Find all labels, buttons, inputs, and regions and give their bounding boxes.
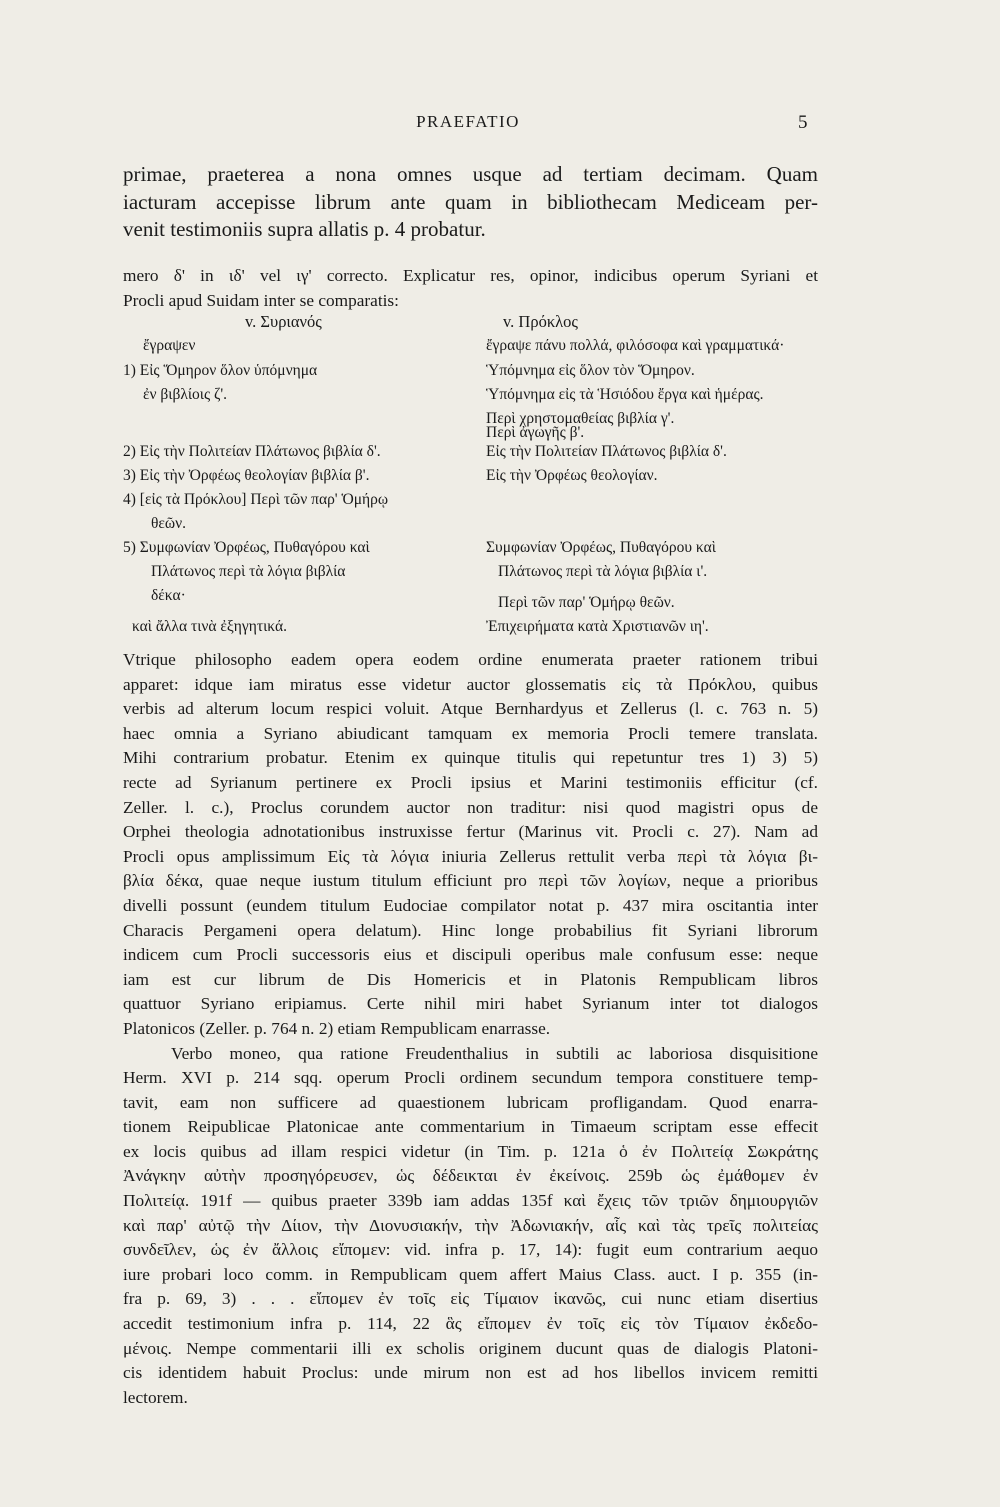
text-line: Platonicos (Zeller. p. 764 n. 2) etiam Rempublicam enarrasse. xyxy=(123,1018,551,1038)
left-row: 1) Εἰς Ὅμηρον ὅλον ὑπόμνημα xyxy=(123,362,318,379)
right-row: Περὶ τῶν παρ' Ὁμήρῳ θεῶν. xyxy=(498,594,675,611)
text-line: indicem cum Procli successoris eius et discipuli operibus male confusum esse: neque xyxy=(123,945,818,965)
text-line: recte ad Syrianum pertinere ex Procli ipsius et Marini testimoniis efficitur (cf. xyxy=(123,772,818,792)
text-line: venit testimoniis supra allatis p. 4 probatur. xyxy=(123,217,486,241)
right-row: Περὶ ἀγωγῆς β'. xyxy=(486,424,585,441)
text-line: Herm. XVI p. 214 sqq. operum Procli ordinem secundum tempora constituere temp- xyxy=(123,1068,818,1088)
text-line: verbis ad alterum locum respici voluit. Atque Bernhardyus et Zellerus (l. c. 763 n. 5) xyxy=(123,699,818,719)
intro-paragraph xyxy=(123,161,818,244)
left-row: 4) [εἰς τὰ Πρόκλου] Περὶ τῶν παρ' Ὁμήρῳ xyxy=(123,491,389,508)
right-column-heading: v. Πρόκλος xyxy=(503,312,578,331)
right-row: Εἰς τὴν Ὀρφέως θεολογίαν. xyxy=(486,467,658,484)
text-line: Mihi contrarium probatur. Etenim ex quinque titulis qui repetuntur tres 1) 3) 5) xyxy=(123,748,818,768)
text-line: συνδεῖλεν, ὡς ἐν ἄλλοις εἴπομεν: vid. infra p. 17, 14): fugit eum contrarium aequo xyxy=(123,1240,818,1260)
left-column-heading: v. Συριανός xyxy=(245,312,322,331)
left-row: ἐν βιβλίοις ζ'. xyxy=(143,386,228,403)
text-line: mero δ' in ιδ' vel ιγ' correcto. Explicatur res, opinor, indicibus operum Syriani et xyxy=(123,266,818,285)
right-row: Ὑπόμνημα εἰς τὰ Ἡσιόδου ἔργα καὶ ἡμέρας. xyxy=(486,386,764,403)
text-line: καὶ παρ' αὐτῷ τὴν Δίιον, τὴν Διονυσιακήν, τὴν Ἀδωνιακήν, αἷς καὶ τὰς τρεῖς πολιτείας xyxy=(123,1215,818,1235)
text-line: lectorem. xyxy=(123,1387,188,1407)
left-row: 2) Εἰς τὴν Πολιτείαν Πλάτωνος βιβλία δ'. xyxy=(123,443,381,460)
text-line: Procli apud Suidam inter se comparatis: xyxy=(123,290,399,310)
text-line: accedit testimonium infra p. 114, 22 ἃς εἴπομεν ἐν τοῖς εἰς τὸν Τίμαιον ἐκδεδο- xyxy=(123,1314,818,1334)
text-line: Ἀνάγκην αὐτὴν προσηγόρευσεν, ὡς δέδεικται ἐν ἐκείνοις. 259b ὡς ἐμάθομεν ἐν xyxy=(123,1166,818,1186)
text-line: iure probari loco comm. in Rempublicam quem affert Maius Class. auct. I p. 355 (in- xyxy=(123,1264,818,1284)
text-line: Characis Pergameni opera delatum). Hinc longe probabilius fit Syriani librorum xyxy=(123,920,818,940)
note-paragraph xyxy=(123,264,818,313)
page-number: 5 xyxy=(798,112,808,133)
left-row: δέκα· xyxy=(151,587,186,604)
text-line: divelli possunt (eundem titulum Eudociae compilator notat p. 437 mira oscitantia inter xyxy=(123,895,818,915)
text-line: iam est cur librum de Dis Homericis et in Platonis Rempublicam libros xyxy=(123,969,818,989)
right-row: Πλάτωνος περὶ τὰ λόγια βιβλία ι'. xyxy=(498,563,708,580)
text-line: Procli opus amplissimum Εἰς τὰ λόγια iniuria Zellerus rettulit verba περὶ τὰ λόγια βι- xyxy=(123,846,818,866)
right-row: ἔγραψε πάνυ πολλά, φιλόσοφα καὶ γραμματικά· xyxy=(486,337,785,354)
text-line: Πολιτείᾳ. 191f — quibus praeter 339b iam addas 135f καὶ ἔχεις τῶν τριῶν δημιουργιῶν xyxy=(123,1191,818,1211)
right-row: Περὶ χρηστομαθείας βιβλία γ'. xyxy=(486,410,675,427)
text-line: iacturam accepisse librum ante quam in bibliothecam Mediceam per- xyxy=(123,189,818,214)
left-row: καὶ ἄλλα τινὰ ἐξηγητικά. xyxy=(132,618,287,635)
running-title: PRAEFATIO xyxy=(416,112,520,131)
right-row: Εἰς τὴν Πολιτείαν Πλάτωνος βιβλία δ'. xyxy=(486,443,727,460)
text-line: primae, praeterea a nona omnes usque ad tertiam decimam. Quam xyxy=(123,162,818,186)
text-line: Vtrique philosopho eadem opera eodem ordine enumerata praeter rationem tribui xyxy=(123,650,818,669)
text-line: Verbo moneo, qua ratione Freudenthalius in subtili ac laboriosa disquisitione xyxy=(171,1043,818,1063)
right-row: Συμφωνίαν Ὀρφέως, Πυθαγόρου καὶ xyxy=(486,539,716,556)
left-row: Πλάτωνος περὶ τὰ λόγια βιβλία xyxy=(151,563,346,580)
text-line: Orphei theologia adnotationibus instruxisse fertur (Marinus vit. Procli c. 27). Nam ad xyxy=(123,822,818,842)
right-row: Ὑπόμνημα εἰς ὅλον τὸν Ὅμηρον. xyxy=(486,362,695,379)
text-line: apparet: idque iam miratus esse videtur auctor glossematis εἰς τὰ Πρόκλου, quibus xyxy=(123,674,818,694)
right-row: Ἐπιχειρήματα κατὰ Χριστιανῶν ιη'. xyxy=(486,618,709,635)
text-line: βλία δέκα, quae neque iustum titulum efficiunt pro περὶ τῶν λογίων, neque a prioribus xyxy=(123,871,818,891)
left-row: 3) Εἰς τὴν Ὀρφέως θεολογίαν βιβλία β'. xyxy=(123,467,370,484)
left-row: ἔγραψεν xyxy=(143,337,196,354)
body-text xyxy=(123,648,818,1410)
text-line: Zeller. l. c.), Proclus corundem auctor non traditur: nisi quod magistri opus de xyxy=(123,797,818,817)
page-header xyxy=(0,112,1000,138)
text-line: tionem Reipublicae Platonicae ante commentarium in Timaeum scriptam esse effecit xyxy=(123,1117,818,1137)
text-line: ex locis quibus ad illam respici videtur (in Tim. p. 121a ὁ ἐν Πολιτείᾳ Σωκράτης xyxy=(123,1141,818,1161)
left-row: 5) Συμφωνίαν Ὀρφέως, Πυθαγόρου καὶ xyxy=(123,539,370,556)
text-line: haec omnia a Syriano abiudicant tamquam ex memoria Procli temere translata. xyxy=(123,723,818,743)
text-line: tavit, eam non sufficere ad quaestionem lubricam profligandam. Quod enarra- xyxy=(123,1092,818,1112)
text-line: μένοις. Nempe commentarii illi ex scholis originem ducunt quas de dialogis Platoni- xyxy=(123,1338,818,1358)
text-line: fra p. 69, 3) . . . εἴπομεν ἐν τοῖς εἰς Τίμαιον ἱκανῶς, cui nunc etiam disertius xyxy=(123,1289,818,1309)
text-line: quattuor Syriano eripiamus. Certe nihil miri habet Syrianum inter tot dialogos xyxy=(123,994,818,1014)
left-row: θεῶν. xyxy=(151,515,187,532)
text-line: cis identidem habuit Proclus: unde mirum non est ad hos libellos invicem remitti xyxy=(123,1363,818,1383)
